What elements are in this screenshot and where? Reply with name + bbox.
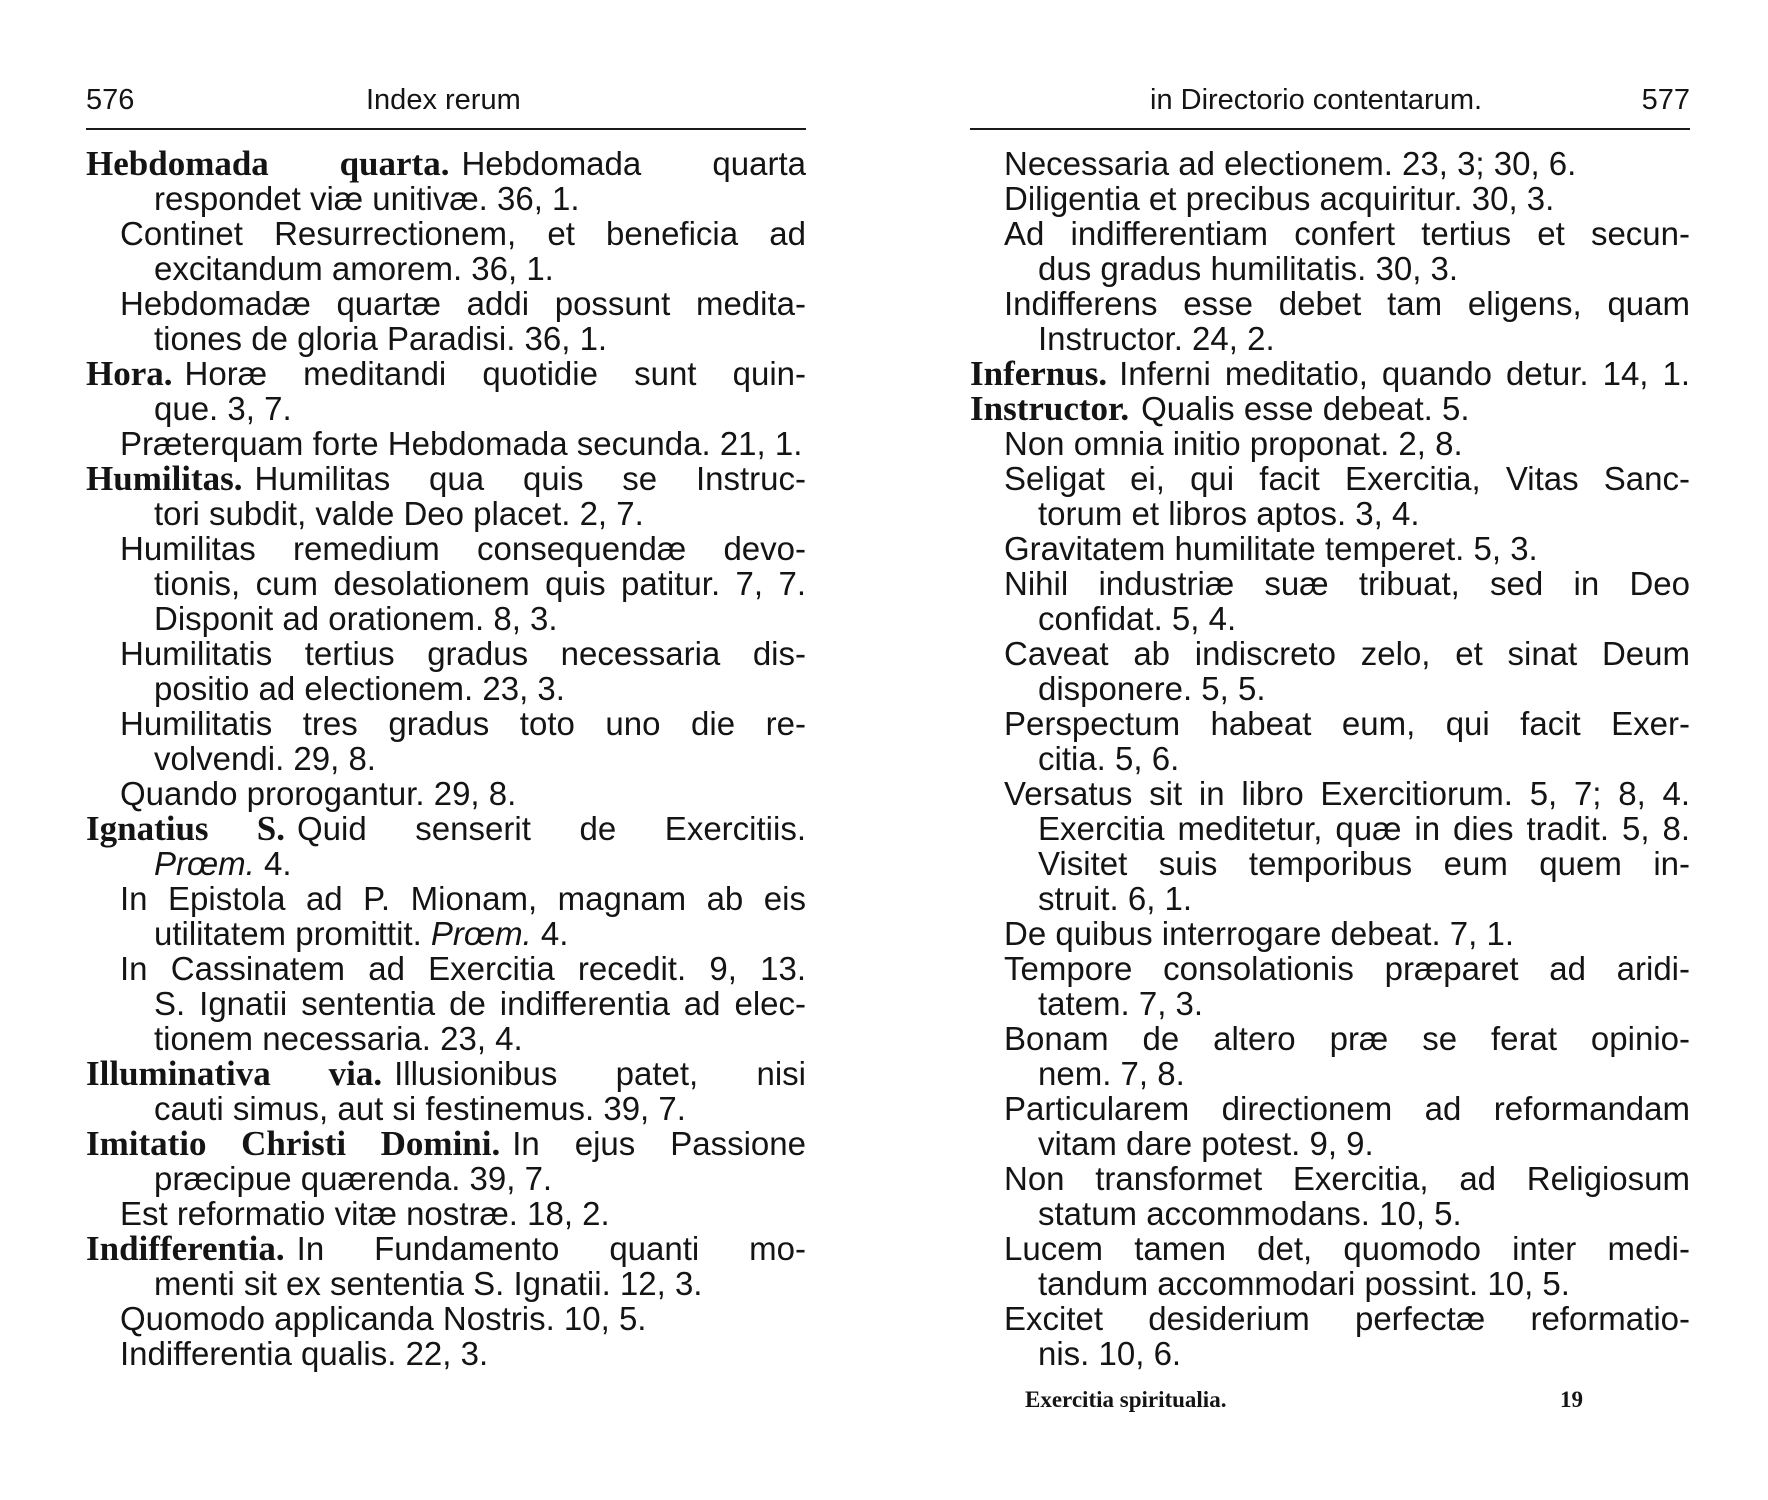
citation-ref: 4. (531, 915, 569, 952)
index-line-text: In ejus Passione (512, 1125, 806, 1162)
index-line-text: disponere. 5, 5. (1038, 670, 1266, 707)
index-line (970, 496, 1690, 531)
index-line-text: Nihil industriæ suæ tribuat, sed in Deo (1004, 565, 1690, 602)
index-line (86, 1266, 806, 1301)
index-line (970, 741, 1690, 776)
citation-abbrev: Prœm. (430, 915, 532, 952)
index-line-text: De quibus interrogare debeat. 7, 1. (1004, 915, 1515, 952)
index-line (86, 1336, 806, 1371)
index-line (970, 1126, 1690, 1161)
index-line-text: excitandum amorem. 36, 1. (154, 250, 554, 287)
index-line (970, 916, 1690, 951)
index-line (970, 1336, 1690, 1371)
index-line-text: utilitatem promittit. (154, 915, 431, 952)
index-line (970, 461, 1690, 496)
index-line-text: præcipue quærenda. 39, 7. (154, 1160, 553, 1197)
index-line-text: citia. 5, 6. (1038, 740, 1180, 777)
page-number: 576 (86, 84, 135, 116)
index-line-text: positio ad electionem. 23, 3. (154, 670, 565, 707)
index-line-text: Disponit ad orationem. 8, 3. (154, 600, 558, 637)
index-line (970, 391, 1690, 426)
index-line (86, 1021, 806, 1056)
index-line-text: menti sit ex sententia S. Ignatii. 12, 3. (154, 1265, 703, 1302)
index-line (86, 846, 806, 881)
index-line (970, 986, 1690, 1021)
index-line (970, 181, 1690, 216)
index-line-text: In Epistola ad P. Mionam, magnam ab eis (120, 880, 806, 917)
index-line-text: Instructor. 24, 2. (1038, 320, 1275, 357)
index-headword: Hebdomada quarta. (86, 144, 450, 183)
index-line (970, 1091, 1690, 1126)
index-line (970, 146, 1690, 181)
index-headword: Illuminativa via. (86, 1054, 383, 1093)
index-line-text: tandum accommodari possint. 10, 5. (1038, 1265, 1570, 1302)
index-line (970, 426, 1690, 461)
index-line-text: Perspectum habeat eum, qui facit Exer- (1004, 705, 1690, 742)
index-line (86, 706, 806, 741)
index-line-text: confidat. 5, 4. (1038, 600, 1237, 637)
index-line (86, 1056, 806, 1091)
index-line-text: Humilitas remedium consequendæ devo- (120, 530, 806, 567)
index-line-text: nem. 7, 8. (1038, 1055, 1185, 1092)
citation-abbrev: Prœm. (154, 845, 255, 882)
index-line (86, 251, 806, 286)
index-headword: Indifferentia. (86, 1229, 285, 1268)
index-headword: Imitatio Christi Domini. (86, 1124, 501, 1163)
header-rule (970, 128, 1690, 130)
index-line (86, 216, 806, 251)
right-page-header (970, 80, 1690, 120)
index-line-text: Tempore consolationis præparet ad aridi- (1004, 950, 1690, 987)
index-line-text: Inferni meditatio, quando detur. 14, 1. (1119, 355, 1690, 392)
index-line (86, 741, 806, 776)
index-line-text: nis. 10, 6. (1038, 1335, 1182, 1372)
index-line-text: Diligentia et precibus acquiritur. 30, 3. (1004, 180, 1555, 217)
page-number: 577 (1641, 84, 1690, 116)
citation-ref: 4. (254, 845, 292, 882)
index-line-text: Gravitatem humilitate temperet. 5, 3. (1004, 530, 1538, 567)
index-line (86, 426, 806, 461)
index-line-text: Excitet desiderium perfectæ reformatio- (1004, 1300, 1690, 1337)
index-line (970, 1021, 1690, 1056)
index-line (86, 1161, 806, 1196)
index-line (86, 636, 806, 671)
index-line (86, 321, 806, 356)
index-line (970, 1196, 1690, 1231)
index-line (970, 1231, 1690, 1266)
index-line-text: Humilitatis tertius gradus necessaria dis- (120, 635, 806, 672)
index-line-text: Horæ meditandi quotidie sunt quin- (184, 355, 806, 392)
index-entries (86, 146, 806, 1371)
index-line (86, 986, 806, 1021)
index-line (86, 461, 806, 496)
index-line-text: Caveat ab indiscreto zelo, et sinat Deum (1004, 635, 1690, 672)
index-line (86, 496, 806, 531)
index-line-text: Lucem tamen det, quomodo inter medi- (1004, 1230, 1690, 1267)
index-line (86, 391, 806, 426)
index-line (970, 706, 1690, 741)
index-line (970, 811, 1690, 846)
index-headword: Hora. (86, 354, 173, 393)
index-line (86, 1231, 806, 1266)
index-line-text: Indifferentia qualis. 22, 3. (120, 1335, 489, 1372)
index-line (970, 671, 1690, 706)
index-line-text: volvendi. 29, 8. (154, 740, 376, 777)
index-line-text: tionem necessaria. 23, 4. (154, 1020, 523, 1057)
index-line (86, 181, 806, 216)
index-line (86, 881, 806, 916)
page-footer (970, 1387, 1690, 1419)
index-line-text: Est reformatio vitæ nostræ. 18, 2. (120, 1195, 610, 1232)
index-headword: Infernus. (970, 354, 1108, 393)
index-line (86, 356, 806, 391)
index-line-text: tatem. 7, 3. (1038, 985, 1204, 1022)
index-line (86, 811, 806, 846)
index-line (970, 1161, 1690, 1196)
signature-mark: Exercitia spiritualia. (1025, 1387, 1227, 1412)
index-line-text: Non transformet Exercitia, ad Religiosum (1004, 1160, 1690, 1197)
index-line-text: Humilitatis tres gradus toto uno die re- (120, 705, 806, 742)
index-line-text: struit. 6, 1. (1038, 880, 1193, 917)
index-line (86, 916, 806, 951)
index-line (86, 146, 806, 181)
index-line (86, 951, 806, 986)
index-line-text: Bonam de altero præ se ferat opinio- (1004, 1020, 1690, 1057)
index-entries (970, 146, 1690, 1371)
index-line (86, 286, 806, 321)
index-line (86, 601, 806, 636)
index-line (970, 636, 1690, 671)
index-line (970, 881, 1690, 916)
index-line-text: Quando prorogantur. 29, 8. (120, 775, 517, 812)
index-line-text: dus gradus humilitatis. 30, 3. (1038, 250, 1459, 287)
index-line (970, 776, 1690, 811)
index-line-text: In Cassinatem ad Exercitia recedit. 9, 13. (120, 950, 806, 987)
index-line-text: Quomodo applicanda Nostris. 10, 5. (120, 1300, 647, 1337)
index-line (86, 1301, 806, 1336)
index-line (970, 531, 1690, 566)
index-headword: Ignatius S. (86, 809, 285, 848)
index-line-text: Ad indifferentiam confert tertius et secun- (1004, 215, 1690, 252)
index-line (970, 1301, 1690, 1336)
sheet-number: 19 (1560, 1387, 1583, 1412)
index-line (970, 286, 1690, 321)
index-line-text: statum accommodans. 10, 5. (1038, 1195, 1462, 1232)
index-line (970, 321, 1690, 356)
index-line-text: Necessaria ad electionem. 23, 3; 30, 6. (1004, 145, 1577, 182)
index-line-text: Hebdomadæ quartæ addi possunt medita- (120, 285, 806, 322)
index-line-text: Visitet suis temporibus eum quem in- (1038, 845, 1690, 882)
index-line-text: Indifferens esse debet tam eligens, quam (1004, 285, 1690, 322)
index-line (970, 951, 1690, 986)
index-line (86, 566, 806, 601)
index-line (970, 601, 1690, 636)
index-line-text: Exercitia meditetur, quæ in dies tradit. 5, 8. (1038, 810, 1690, 847)
index-line (86, 531, 806, 566)
index-line-text: In Fundamento quanti mo- (296, 1230, 806, 1267)
index-line (970, 846, 1690, 881)
index-line-text: Hebdomada quarta (461, 145, 806, 182)
index-line (970, 566, 1690, 601)
index-line (86, 1196, 806, 1231)
index-line-text: vitam dare potest. 9, 9. (1038, 1125, 1374, 1162)
index-line-text: tionis, cum desolationem quis patitur. 7, 7. (154, 565, 806, 602)
index-line (970, 251, 1690, 286)
index-line-text: Non omnia initio proponat. 2, 8. (1004, 425, 1463, 462)
index-line-text: respondet viæ unitivæ. 36, 1. (154, 180, 580, 217)
index-line (86, 776, 806, 811)
index-line-text: Continet Resurrectionem, et beneficia ad (120, 215, 806, 252)
index-line-text: S. Ignatii sententia de indifferentia ad elec- (154, 985, 806, 1022)
index-line-text: Versatus sit in libro Exercitiorum. 5, 7; 8, 4. (1004, 775, 1690, 812)
index-line-text: tiones de gloria Paradisi. 36, 1. (154, 320, 608, 357)
index-line-text: Præterquam forte Hebdomada secunda. 21, 1. (120, 425, 803, 462)
index-line-text: Quid senserit de Exercitiis. (296, 810, 806, 847)
running-head: Index rerum (366, 84, 521, 116)
index-line (970, 216, 1690, 251)
index-line-text: Particularem directionem ad reformandam (1004, 1090, 1690, 1127)
index-line (86, 1126, 806, 1161)
header-rule (86, 128, 806, 130)
index-line-text: Seligat ei, qui facit Exercitia, Vitas Sanc- (1004, 460, 1690, 497)
index-line-text: que. 3, 7. (154, 390, 292, 427)
index-headword: Instructor. (970, 389, 1130, 428)
index-line (86, 671, 806, 706)
left-page-header (86, 80, 806, 120)
index-line (970, 1266, 1690, 1301)
index-line-text: cauti simus, aut si festinemus. 39, 7. (154, 1090, 686, 1127)
index-line (970, 356, 1690, 391)
index-line-text: Qualis esse debeat. 5. (1141, 390, 1470, 427)
index-line-text: Illusionibus patet, nisi (394, 1055, 806, 1092)
index-line-text: Humilitas qua quis se Instruc- (254, 460, 806, 497)
index-line-text: torum et libros aptos. 3, 4. (1038, 495, 1420, 532)
index-headword: Humilitas. (86, 459, 243, 498)
running-head: in Directorio contentarum. (1150, 84, 1483, 116)
index-line (970, 1056, 1690, 1091)
index-line-text: tori subdit, valde Deo placet. 2, 7. (154, 495, 644, 532)
index-line (86, 1091, 806, 1126)
